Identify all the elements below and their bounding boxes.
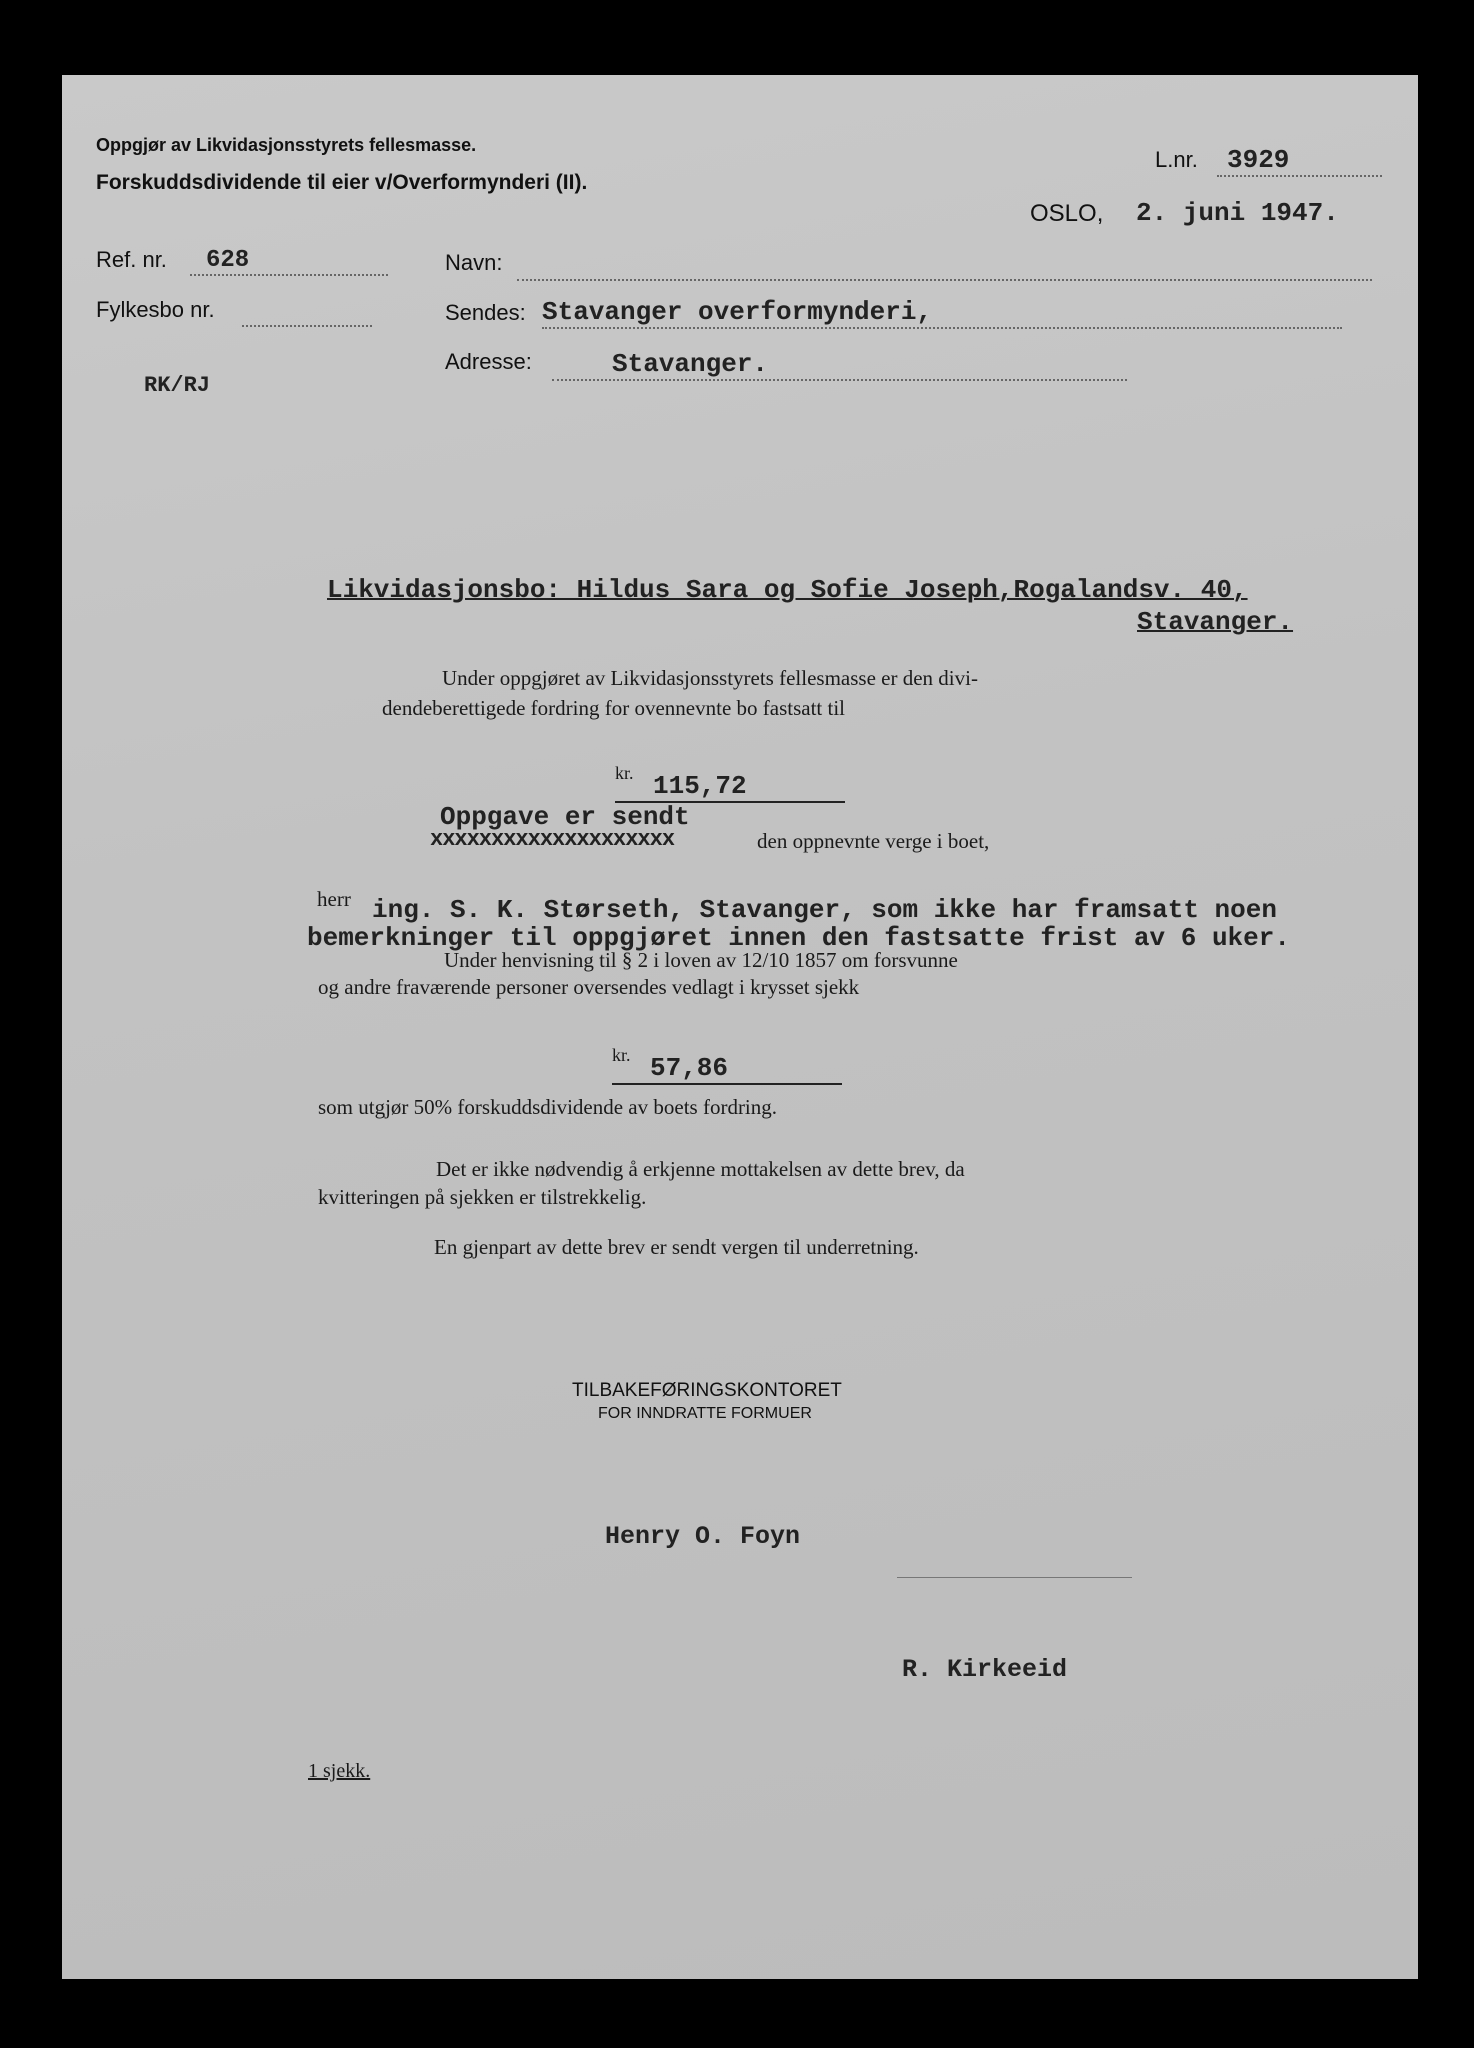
enclosure: 1 sjekk. xyxy=(308,1760,371,1782)
para5-line2: kvitteringen på sjekken er tilstrekkelig. xyxy=(318,1185,647,1209)
header-line1: Oppgjør av Likvidasjonsstyrets fellesmasse. xyxy=(96,135,477,155)
initials: RK/RJ xyxy=(144,373,211,398)
adresse-value: Stavanger. xyxy=(552,349,1127,381)
lnr-value: 3929 xyxy=(1217,145,1382,177)
office-line2: FOR INNDRATTE FORMUER xyxy=(598,1405,812,1422)
signer2: R. Kirkeeid xyxy=(902,1655,1068,1684)
para1-line1: Under oppgjøret av Likvidasjonsstyrets fellesmasse er den divi- xyxy=(442,666,978,690)
lnr-label: L.nr. xyxy=(1155,147,1198,172)
para2-rest: den oppnevnte verge i boet, xyxy=(757,829,990,853)
sendes-label: Sendes: xyxy=(445,300,526,325)
navn-value-line xyxy=(517,279,1372,281)
para6: En gjenpart av dette brev er sendt vergen til underretning. xyxy=(434,1235,919,1259)
fylkesbo-value-line xyxy=(242,325,372,327)
overtype-text: Oppgave er sendt xyxy=(440,802,690,832)
para4: som utgjør 50% forskuddsdividende av boets fordring. xyxy=(318,1095,778,1119)
estate-line1: Likvidasjonsbo: Hildus Sara og Sofie Joseph,Rogalandsv. 40, xyxy=(327,575,1248,605)
sendes-value: Stavanger overformynderi, xyxy=(542,297,1342,329)
para3-line2: og andre fraværende personer oversendes vedlagt i krysset sjekk xyxy=(318,975,860,999)
typed-line2: bemerkninger til oppgjøret innen den fastsatte frist av 6 uker. xyxy=(307,923,1290,953)
strikeout-text: xxxxxxxxxxxxxxxxxxxx xyxy=(430,827,675,852)
ref-value: 628 xyxy=(190,247,388,276)
ref-label: Ref. nr. xyxy=(96,247,167,272)
signer1: Henry O. Foyn xyxy=(605,1522,801,1551)
adresse-label: Adresse: xyxy=(445,349,532,374)
signature-line xyxy=(897,1577,1132,1578)
estate-line2: Stavanger. xyxy=(1137,607,1294,637)
herr-label: herr xyxy=(317,887,351,911)
para5-line1: Det er ikke nødvendig å erkjenne mottakelsen av dette brev, da xyxy=(436,1157,965,1181)
fylkesbo-label: Fylkesbo nr. xyxy=(96,297,215,322)
office-line1: TILBAKEFØRINGSKONTORET xyxy=(572,1380,842,1401)
typed-line1: ing. S. K. Størseth, Stavanger, som ikke har framsatt noen xyxy=(372,895,1277,925)
amount1-value: 115,72 xyxy=(615,771,845,803)
date: 2. juni 1947. xyxy=(1136,198,1339,228)
para1-line2: dendeberettigede fordring for ovennevnte bo fastsatt til xyxy=(382,696,846,720)
para3-line1: Under henvisning til § 2 i loven av 12/10 1857 om forsvunne xyxy=(444,948,958,972)
document-page xyxy=(62,75,1418,1979)
place: OSLO, xyxy=(1030,200,1104,227)
header-line2: Forskuddsdividende til eier v/Overformynderi (II). xyxy=(96,171,588,194)
navn-label: Navn: xyxy=(445,250,503,275)
amount2-value: 57,86 xyxy=(612,1053,842,1085)
amount1-prefix: kr. xyxy=(615,763,634,783)
amount2-prefix: kr. xyxy=(612,1045,631,1065)
